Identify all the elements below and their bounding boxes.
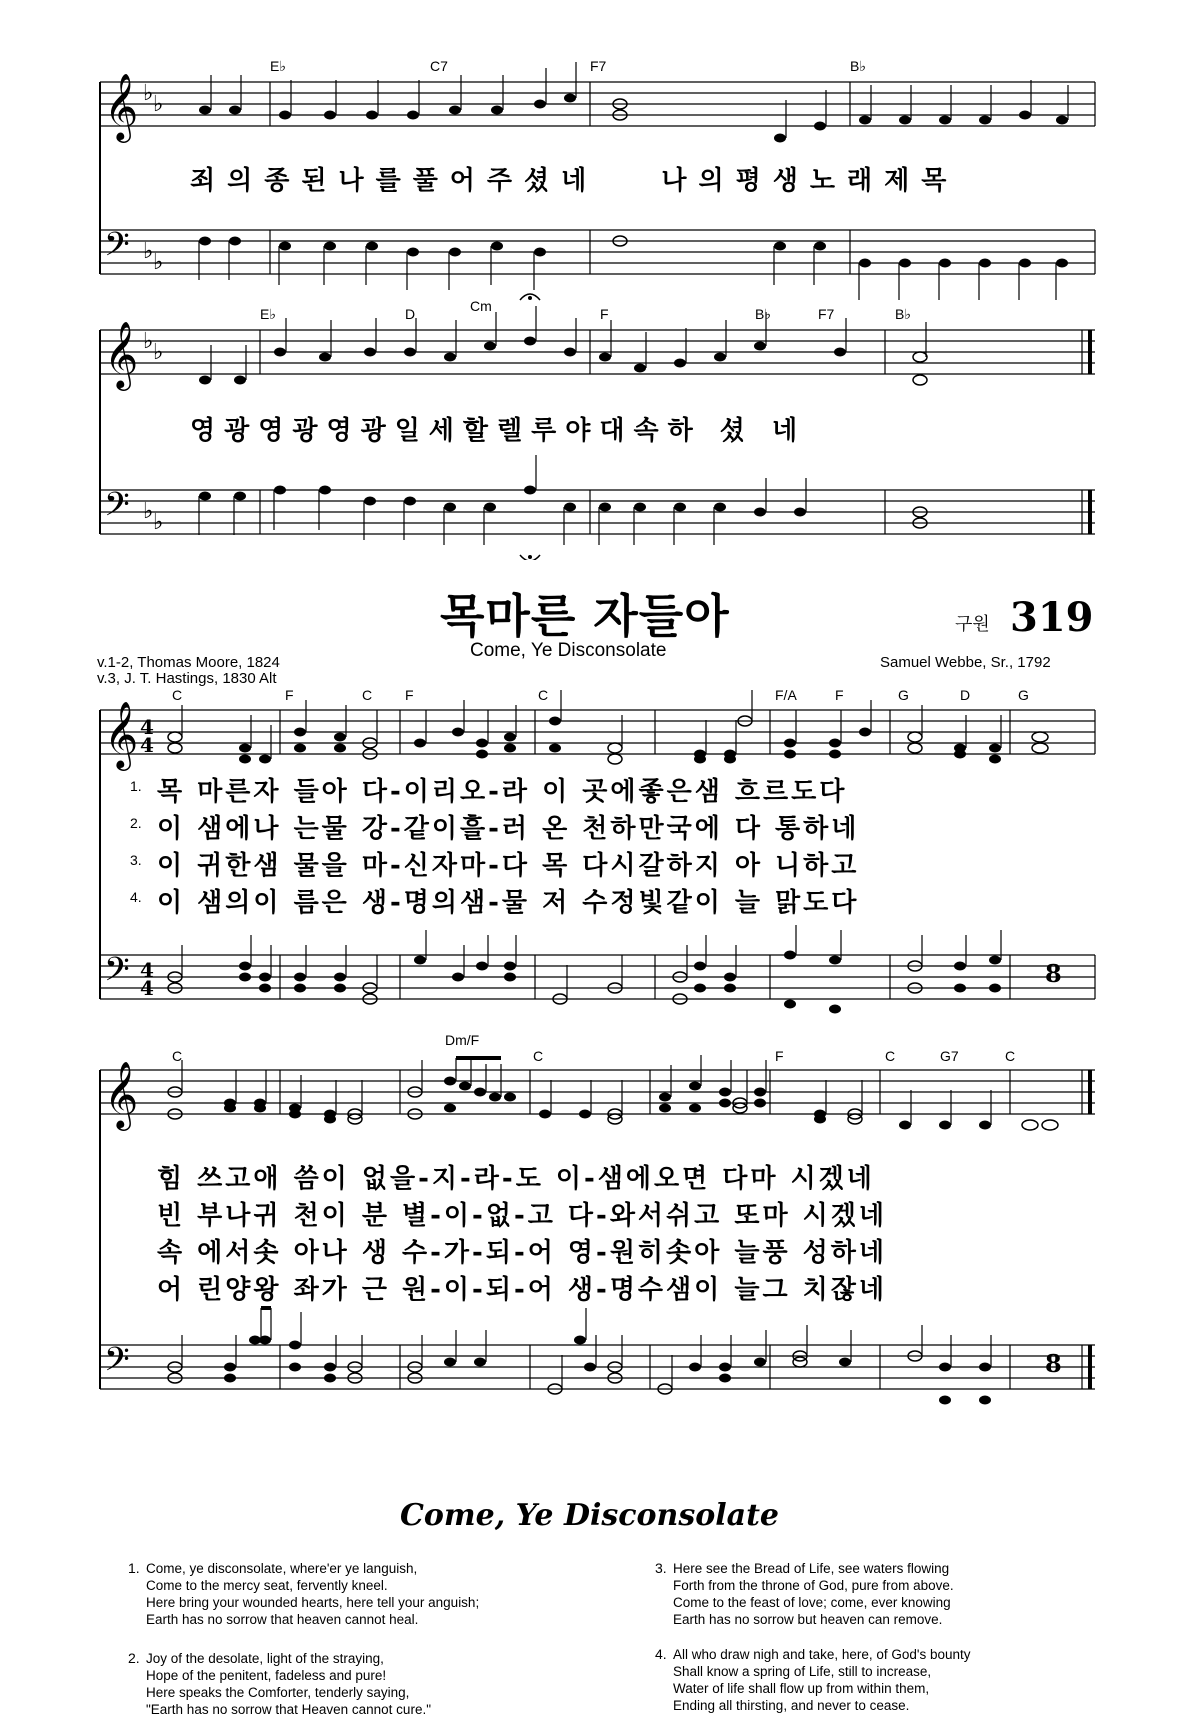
chord-symbol: F/A [775,687,797,703]
chord-symbol: F [405,687,414,703]
english-stanza-2 [128,1650,548,1718]
lyric-line: 영광영광영광일세할렐루야대속하 셨 네 [190,416,807,446]
chord-symbol: C [885,1048,896,1064]
hymn-subtitle: Come, Ye Disconsolate [470,640,667,661]
english-title: Come, Ye Disconsolate [400,1498,780,1533]
stanza-line: Forth from the throne of God, pure from above. [673,1578,954,1593]
hymn-title: 목마른 자들아 [440,589,730,643]
lyric-line-verse-3: 속 에서솟 아나 생 수-가-되-어 영-원히솟아 늘풍 성하네 [157,1238,887,1268]
chord-symbol: F7 [818,306,835,322]
lyric-line-verse-3: 이 귀한샘 물을 마-신자마-다 목 다시갈하지 아 니하고 [157,851,860,881]
chord-symbol: C [362,687,373,703]
verse-number: 4. [130,889,142,905]
stanza-line: "Earth has no sorrow that Heaven cannot cure." [146,1702,431,1717]
chord-symbol: F [285,687,294,703]
svg-text:4: 4 [140,958,154,982]
lyric-line-verse-4: 어 린양왕 좌가 근 원-이-되-어 생-명수샘이 늘그 치잖네 [157,1275,887,1305]
svg-text:♭: ♭ [153,92,164,117]
english-stanza-3 [655,1560,1075,1628]
stanza-line: Come, ye disconsolate, where'er ye languish, [146,1561,418,1576]
verse-number: 3. [130,852,142,868]
chord-symbol: F [835,687,844,703]
chord-symbol: B♭ [755,306,771,322]
lyric-line-verse-1: 힘 쓰고애 씀이 없을-지-라-도 이-샘에오면 다마 시겠네 [157,1164,875,1194]
chord-symbol: G [898,687,909,703]
chord-symbol: B♭ [850,58,866,74]
stanza-line: Hope of the penitent, fadeless and pure! [146,1668,387,1683]
chord-symbol: C [533,1048,544,1064]
svg-text:𝄢: 𝄢 [104,951,130,997]
lyric-line-verse-1: 목 마른자 들아 다-이리오-라 이 곳에좋은샘 흐르도다 [157,777,848,807]
chord-symbol: C [172,1048,183,1064]
chord-symbol: Dm/F [445,1032,480,1048]
chord-symbol: F [600,306,609,322]
svg-text:♭: ♭ [143,499,154,524]
stanza-line: Ending all thirsting, and never to cease. [673,1698,910,1713]
svg-text:8: 8 [1045,1349,1062,1378]
stanza-line: All who draw nigh and take, here, of God's bounty [673,1647,971,1662]
stanza-line: Earth has no sorrow but heaven can remove. [673,1612,943,1627]
stanza-line: Come to the feast of love; come, ever knowing [673,1595,951,1610]
stanza-line: Earth has no sorrow that heaven cannot heal. [146,1612,419,1627]
hymn-number: 319 [1010,594,1094,641]
svg-text:𝄢: 𝄢 [104,486,130,532]
stanza-number: 1. [128,1560,140,1576]
chord-symbol: D [405,306,416,322]
chord-symbol: E♭ [270,58,286,74]
chord-symbol: D [960,687,971,703]
svg-text:♭: ♭ [143,81,154,106]
chord-symbol: E♭ [260,306,276,322]
svg-text:♭: ♭ [143,329,154,354]
lyricist-credit-2: v.3, J. T. Hastings, 1830 Alt [97,670,277,687]
chord-symbol: C [172,687,183,703]
lyric-line-verse-4: 이 샘의이 름은 생-명의샘-물 저 수정빛같이 늘 맑도다 [157,888,860,918]
chord-symbol: Cm [470,298,492,314]
english-stanza-4 [655,1646,1075,1714]
stanza-line: Come to the mercy seat, fervently kneel. [146,1578,388,1593]
stanza-line: Shall know a spring of Life, still to increase, [673,1664,932,1679]
chord-symbol: F [775,1048,784,1064]
svg-text:4: 4 [140,715,154,739]
stanza-number: 3. [655,1560,667,1576]
chord-symbol: G7 [940,1048,959,1064]
svg-text:♭: ♭ [153,250,164,275]
lyric-line-verse-2: 빈 부나귀 천이 분 별-이-없-고 다-와서쉬고 또마 시겠네 [157,1201,887,1231]
svg-text:𝄞: 𝄞 [104,320,139,388]
stanza-line: Here bring your wounded hearts, here tell your anguish; [146,1595,480,1610]
svg-text:𝄢: 𝄢 [104,1341,130,1387]
svg-text:𝄢: 𝄢 [104,226,130,272]
svg-text:𝄞: 𝄞 [104,72,139,140]
composer-credit: Samuel Webbe, Sr., 1792 [880,654,1051,671]
svg-text:𝄞: 𝄞 [104,1060,139,1128]
svg-text:4: 4 [140,733,154,757]
english-stanza-1 [128,1560,548,1628]
stanza-line: Water of life shall flow up from within them, [673,1681,930,1696]
stanza-number: 4. [655,1646,667,1662]
svg-text:𝄞: 𝄞 [104,700,139,768]
svg-text:8: 8 [1045,959,1062,988]
svg-text:♭: ♭ [153,510,164,535]
lyric-line: 죄의종된나를풀어주셨네 나의평생노래제목 [190,166,959,196]
chord-symbol: C [538,687,549,703]
stanza-line: Here see the Bread of Life, see waters flowing [673,1561,950,1576]
chord-symbol: B♭ [895,306,911,322]
chord-symbol: G [1018,687,1029,703]
verse-number: 1. [130,778,142,794]
hymn-number-label: 구원 [955,614,990,635]
chord-symbol: F7 [590,58,607,74]
svg-text:♭: ♭ [143,239,154,264]
svg-text:4: 4 [140,976,154,1000]
lyricist-credit-1: v.1-2, Thomas Moore, 1824 [97,654,280,671]
chord-symbol: C7 [430,58,448,74]
chord-symbol: C [1005,1048,1016,1064]
stanza-line: Here speaks the Comforter, tenderly saying, [146,1685,410,1700]
lyric-line-verse-2: 이 샘에나 는물 강-같이흘-러 온 천하만국에 다 통하네 [157,814,860,844]
verse-number: 2. [130,815,142,831]
stanza-line: Joy of the desolate, light of the straying, [146,1651,384,1666]
stanza-number: 2. [128,1650,140,1666]
svg-text:♭: ♭ [153,340,164,365]
